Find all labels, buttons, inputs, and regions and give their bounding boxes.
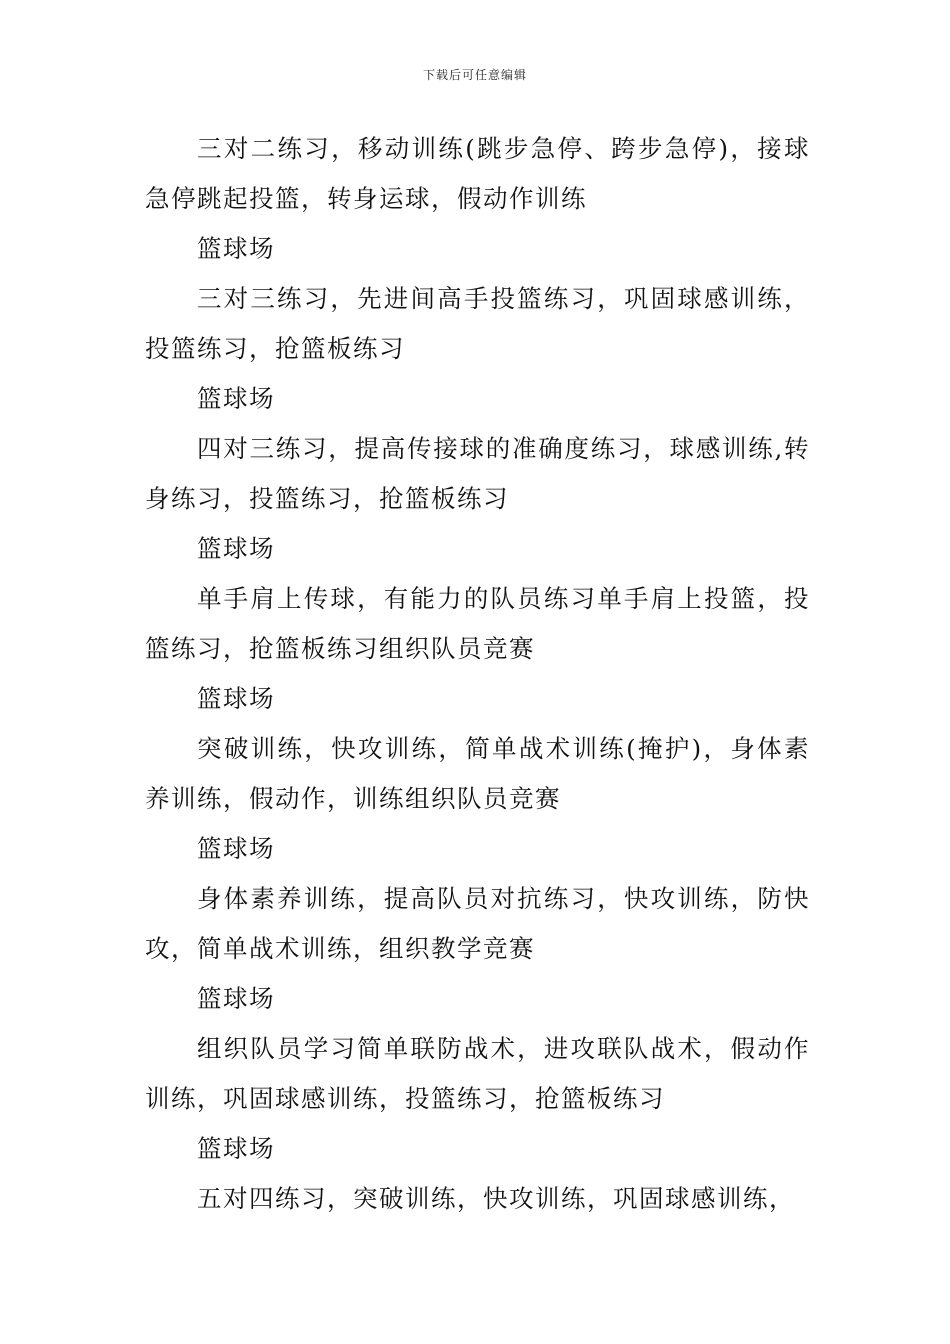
paragraph-training-3: 四对三练习，提高传接球的准确度练习，球感训练,转身练习，投篮练习，抢篮板练习 <box>145 434 810 513</box>
paragraph-location-2: 篮球场 <box>197 384 275 413</box>
paragraph-training-7: 组织队员学习简单联防战术，进攻联队战术，假动作训练，巩固球感训练，投篮练习，抢篮板练习 <box>145 1034 810 1113</box>
paragraph-training-4: 单手肩上传球，有能力的队员练习单手肩上投篮，投篮练习，抢篮板练习组织队员竞赛 <box>145 584 810 663</box>
paragraph-location-6: 篮球场 <box>197 984 275 1013</box>
paragraph-location-4: 篮球场 <box>197 684 275 713</box>
paragraph-location-5: 篮球场 <box>197 834 275 863</box>
document-body <box>145 124 810 1224</box>
paragraph-training-5: 突破训练，快攻训练，简单战术训练(掩护)，身体素养训练，假动作，训练组织队员竞赛 <box>145 734 810 813</box>
paragraph-training-6: 身体素养训练，提高队员对抗练习，快攻训练，防快攻，简单战术训练，组织教学竞赛 <box>145 884 810 963</box>
paragraph-training-1: 三对二练习，移动训练(跳步急停、跨步急停)，接球急停跳起投篮，转身运球，假动作训练 <box>145 134 810 213</box>
paragraph-training-2: 三对三练习，先进间高手投篮练习，巩固球感训练，投篮练习，抢篮板练习 <box>145 284 810 363</box>
paragraph-location-7: 篮球场 <box>197 1134 275 1163</box>
paragraph-training-8: 五对四练习，突破训练，快攻训练，巩固球感训练， <box>197 1184 795 1213</box>
paragraph-location-1: 篮球场 <box>197 234 275 263</box>
page-header: 下载后可任意编辑 <box>422 68 527 82</box>
paragraph-location-3: 篮球场 <box>197 534 275 563</box>
